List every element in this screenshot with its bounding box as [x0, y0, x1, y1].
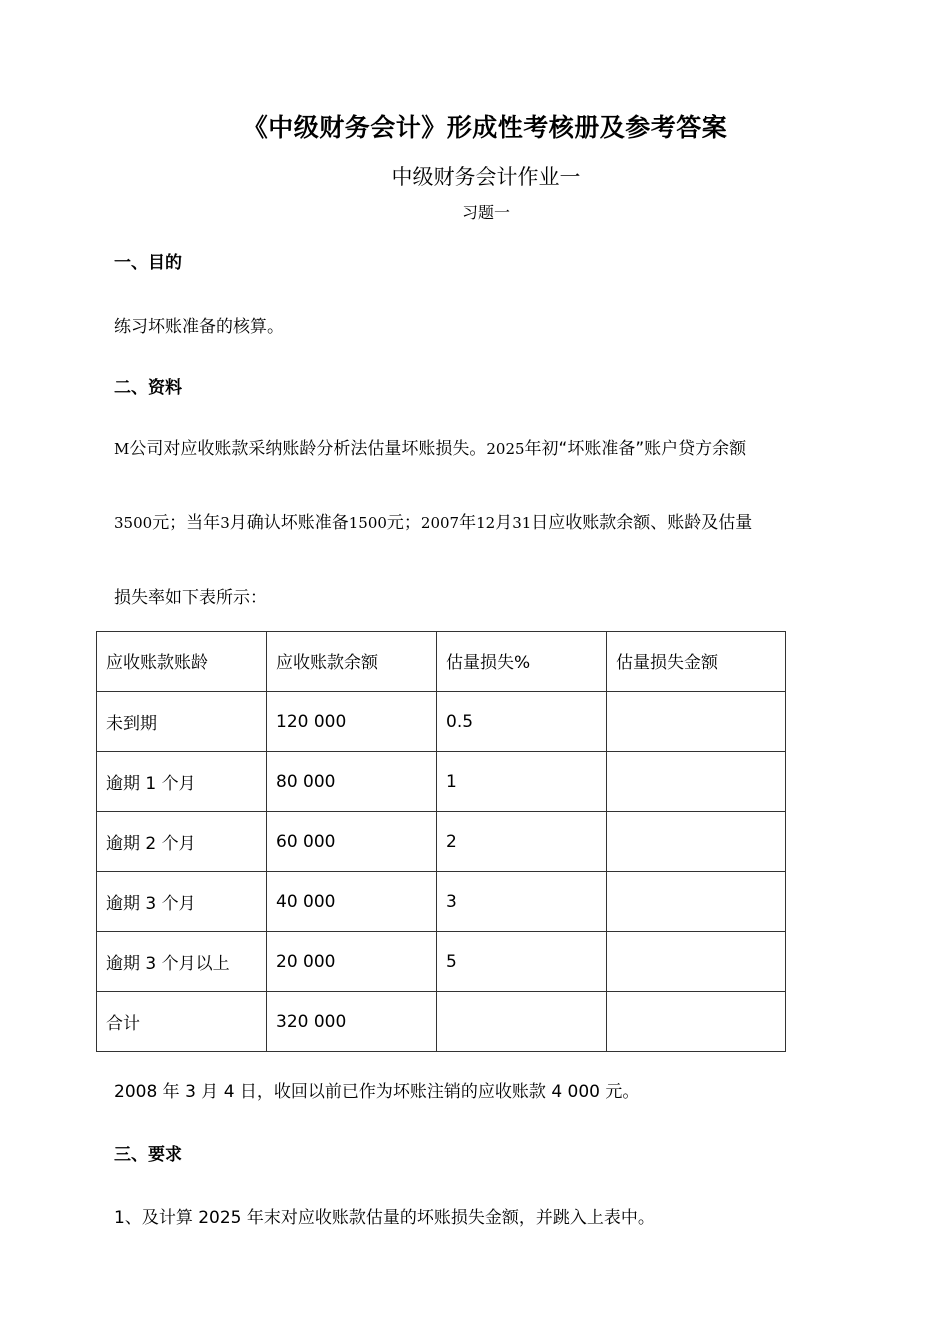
table-total-row: [97, 992, 786, 1052]
table-cell: 20 000: [267, 932, 437, 992]
table-cell: 逾期 2 个月: [97, 812, 267, 872]
document-title: 《中级财务会计》形成性考核册及参考答案: [242, 113, 728, 142]
table-cell: 2: [437, 812, 607, 872]
table-header-row: [97, 632, 786, 692]
table-cell: [607, 992, 786, 1052]
section-heading-requirements: 三、要求: [114, 1145, 182, 1165]
materials-text: 年初“坏账准备”账户贷方余额: [524, 439, 747, 459]
table-cell: [607, 872, 786, 932]
table-row: [97, 812, 786, 872]
table-cell: 逾期 1 个月: [97, 752, 267, 812]
table-cell: 逾期 3 个月以上: [97, 932, 267, 992]
materials-text: 日应收账款余额、账龄及估量: [531, 513, 753, 533]
materials-text: 元；当年: [152, 513, 221, 533]
month-value: 3: [220, 514, 230, 532]
table-header-cell: 应收账款账龄: [97, 632, 267, 692]
day-value: 31: [512, 514, 532, 532]
table-cell: 80 000: [267, 752, 437, 812]
year-value: 2007: [420, 514, 460, 532]
table-cell: 120 000: [267, 692, 437, 752]
aging-table: [96, 631, 786, 1052]
table-header-cell: 应收账款余额: [267, 632, 437, 692]
table-cell: 40 000: [267, 872, 437, 932]
materials-line-1: [114, 434, 746, 459]
table-cell: 60 000: [267, 812, 437, 872]
materials-text: 月确认坏账准备: [229, 513, 349, 533]
document-subtitle: 中级财务会计作业一: [391, 165, 581, 189]
table-cell: 3: [437, 872, 607, 932]
table-cell: 320 000: [267, 992, 437, 1052]
amount-value: 3500: [114, 514, 153, 532]
materials-text: 元；: [386, 513, 421, 533]
materials-text: 年: [459, 513, 477, 533]
year-value: 2025: [486, 440, 525, 458]
exercise-label: 习题一: [461, 203, 510, 222]
requirement-item-1: 1、及计算 2025 年末对应收账款估量的坏账损失金额，并跳入上表中。: [114, 1208, 655, 1228]
table-header-cell: 估量损失%: [437, 632, 607, 692]
materials-text: 月: [495, 513, 513, 533]
table-cell: 5: [437, 932, 607, 992]
recovery-note: 2008 年 3 月 4 日，收回以前已作为坏账注销的应收账款 4 000 元。: [114, 1082, 640, 1102]
amount-value: 1500: [348, 514, 387, 532]
month-value: 12: [476, 514, 496, 532]
table-cell: [607, 932, 786, 992]
table-cell: 0.5: [437, 692, 607, 752]
table-cell: [607, 812, 786, 872]
section-heading-materials: 二、资料: [114, 378, 182, 398]
table-cell: 合计: [97, 992, 267, 1052]
table-row: [97, 692, 786, 752]
table-cell: 1: [437, 752, 607, 812]
table-row: [97, 932, 786, 992]
materials-line-2: [114, 508, 752, 533]
table-cell: 逾期 3 个月: [97, 872, 267, 932]
table-header-cell: 估量损失金额: [607, 632, 786, 692]
table-row: [97, 872, 786, 932]
table-cell: 未到期: [97, 692, 267, 752]
table-cell: [607, 692, 786, 752]
section-heading-purpose: 一、目的: [114, 253, 182, 273]
table-cell: [607, 752, 786, 812]
purpose-text: 练习坏账准备的核算。: [114, 317, 284, 337]
table-cell: [437, 992, 607, 1052]
materials-text: 公司对应收账款采纳账龄分析法估量坏账损失。: [129, 439, 487, 459]
company-letter: M: [114, 440, 130, 458]
materials-line-3: 损失率如下表所示：: [114, 588, 267, 608]
table-row: [97, 752, 786, 812]
